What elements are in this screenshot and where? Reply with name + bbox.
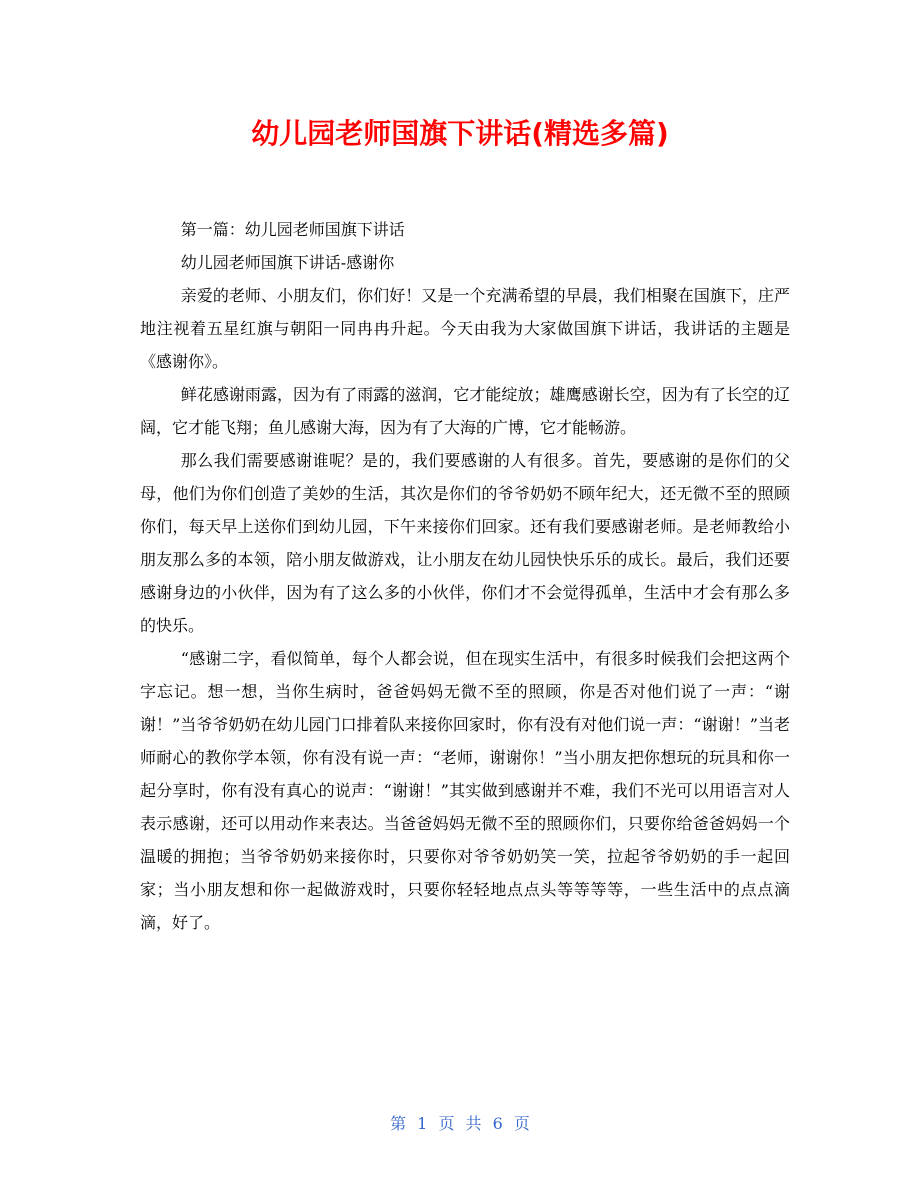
speech-title: 幼儿园老师国旗下讲话-感谢你 (180, 253, 395, 272)
section-heading: 第一篇：幼儿园老师国旗下讲话 (180, 220, 405, 239)
paragraph-who-to-thank: 那么我们需要感谢谁呢？是的，我们要感谢的人有很多。首先，要感谢的是你们的父母，他们为你们创造了美妙的生活，其次是你们的爷爷奶奶不顾年纪大，还无微不至的照顾你们，每天早上送你们到幼儿园，下午来接你们回家。还有我们要感谢老师。是老师教给小朋友那么多的本领，陪小朋友做游戏，让小朋友在幼儿园快快乐乐的成长。最后，我们还要感谢身边的小伙伴，因为有了这么多的小伙伴，你们才不会觉得孤单，生活中才会有那么多的快乐。 (140, 451, 790, 635)
paragraph-greeting: 亲爱的老师、小朋友们，你们好！又是一个充满希望的早晨，我们相聚在国旗下，庄严地注视着五星红旗与朝阳一同冉冉升起。今天由我为大家做国旗下讲话，我讲话的主题是《感谢你》。 (140, 286, 790, 371)
paragraph-nature: 鲜花感谢雨露，因为有了雨露的滋润，它才能绽放；雄鹰感谢长空，因为有了长空的辽阔，它才能飞翔；鱼儿感谢大海，因为有了大海的广博，它才能畅游。 (140, 385, 790, 437)
document-title: 幼儿园老师国旗下讲话(精选多篇) (251, 117, 669, 150)
paragraph-how-to-thank: “感谢二字，看似简单，每个人都会说，但在现实生活中，有很多时候我们会把这两个字忘记。想一想，当你生病时，爸爸妈妈无微不至的照顾，你是否对他们说了一声：“谢谢！”当爷爷奶奶在幼儿园门口排着队来接你回家时，你有没有对他们说一声：“谢谢！”当老师耐心的教你学本领，你有没有说一声：“老师，谢谢你！”当小朋友把你想玩的玩具和你一起分享时，你有没有真心的说声：“谢谢！”其实做到感谢并不难，我们不光可以用语言对人表示感谢，还可以用动作来表达。当爸爸妈妈无微不至的照顾你们，只要你给爸爸妈妈一个温暖的拥抱；当爷爷奶奶来接你时，只要你对爷爷奶奶笑一笑，拉起爷爷奶奶的手一起回家；当小朋友想和你一起做游戏时，只要你轻轻地点点头等等等等，一些生活中的点点滴滴，好了。 (140, 649, 790, 932)
document-body (140, 213, 790, 939)
page-number-footer: 第 1 页 共 6 页 (390, 1114, 530, 1133)
